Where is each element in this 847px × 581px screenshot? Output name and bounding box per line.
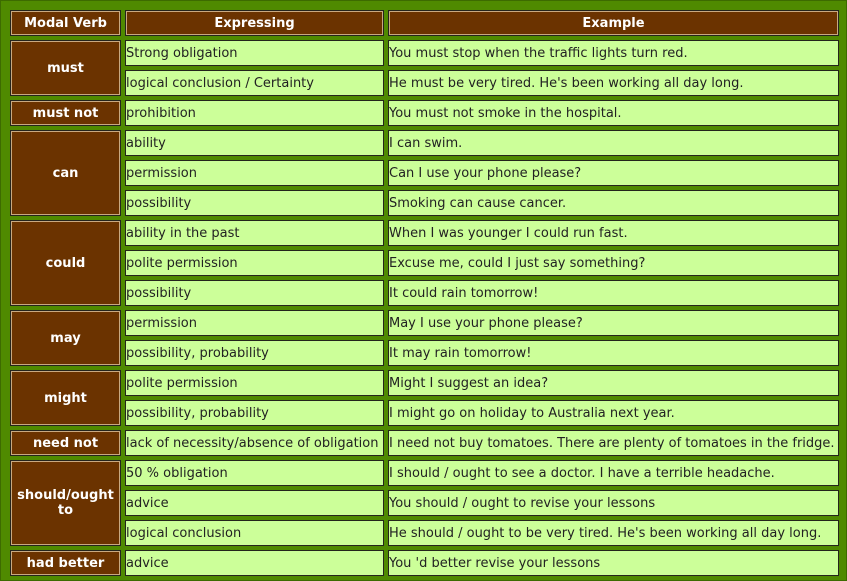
expressing-cell: advice (125, 550, 384, 576)
table-row (10, 550, 839, 576)
modal-verb-cell: must not (10, 100, 121, 126)
expressing-cell: 50 % obligation (125, 460, 384, 486)
example-cell: It may rain tomorrow! (388, 340, 839, 366)
table-row (10, 190, 839, 216)
table-row (10, 400, 839, 426)
example-cell: You 'd better revise your lessons (388, 550, 839, 576)
table-body (10, 40, 839, 576)
example-cell: I might go on holiday to Australia next year. (388, 400, 839, 426)
table-row (10, 280, 839, 306)
example-cell: I need not buy tomatoes. There are plenty of tomatoes in the fridge. (388, 430, 839, 456)
example-cell: You should / ought to revise your lessons (388, 490, 839, 516)
modal-verb-cell: could (10, 220, 121, 306)
table-row (10, 430, 839, 456)
table-row (10, 310, 839, 336)
modal-verbs-table (6, 6, 843, 580)
table-row (10, 70, 839, 96)
modal-verb-cell: had better (10, 550, 121, 576)
expressing-cell: logical conclusion (125, 520, 384, 546)
expressing-cell: logical conclusion / Certainty (125, 70, 384, 96)
table-row (10, 520, 839, 546)
header-modal-verb: Modal Verb (10, 10, 121, 36)
example-cell: When I was younger I could run fast. (388, 220, 839, 246)
expressing-cell: Strong obligation (125, 40, 384, 66)
example-cell: He must be very tired. He's been working all day long. (388, 70, 839, 96)
expressing-cell: ability (125, 130, 384, 156)
expressing-cell: polite permission (125, 370, 384, 396)
table-row (10, 340, 839, 366)
table-row (10, 160, 839, 186)
example-cell: It could rain tomorrow! (388, 280, 839, 306)
expressing-cell: possibility, probability (125, 340, 384, 366)
table-row (10, 460, 839, 486)
table-row (10, 250, 839, 276)
table-row (10, 220, 839, 246)
example-cell: You must stop when the traffic lights turn red. (388, 40, 839, 66)
expressing-cell: possibility, probability (125, 400, 384, 426)
example-cell: I can swim. (388, 130, 839, 156)
table-row (10, 370, 839, 396)
expressing-cell: polite permission (125, 250, 384, 276)
modal-verb-cell: need not (10, 430, 121, 456)
example-cell: May I use your phone please? (388, 310, 839, 336)
modal-verb-cell: might (10, 370, 121, 426)
table-row (10, 40, 839, 66)
table-row (10, 130, 839, 156)
modal-verb-cell: may (10, 310, 121, 366)
header-row (10, 10, 839, 36)
expressing-cell: ability in the past (125, 220, 384, 246)
example-cell: You must not smoke in the hospital. (388, 100, 839, 126)
header-expressing: Expressing (125, 10, 384, 36)
modal-verb-cell: can (10, 130, 121, 216)
expressing-cell: possibility (125, 280, 384, 306)
example-cell: Smoking can cause cancer. (388, 190, 839, 216)
expressing-cell: prohibition (125, 100, 384, 126)
example-cell: Might I suggest an idea? (388, 370, 839, 396)
expressing-cell: lack of necessity/absence of obligation (125, 430, 384, 456)
table-row (10, 100, 839, 126)
expressing-cell: possibility (125, 190, 384, 216)
example-cell: I should / ought to see a doctor. I have a terrible headache. (388, 460, 839, 486)
example-cell: Can I use your phone please? (388, 160, 839, 186)
modal-verb-cell: must (10, 40, 121, 96)
example-cell: He should / ought to be very tired. He's been working all day long. (388, 520, 839, 546)
table-row (10, 490, 839, 516)
expressing-cell: permission (125, 310, 384, 336)
example-cell: Excuse me, could I just say something? (388, 250, 839, 276)
modal-verb-cell: should/ought to (10, 460, 121, 546)
expressing-cell: advice (125, 490, 384, 516)
expressing-cell: permission (125, 160, 384, 186)
header-example: Example (388, 10, 839, 36)
